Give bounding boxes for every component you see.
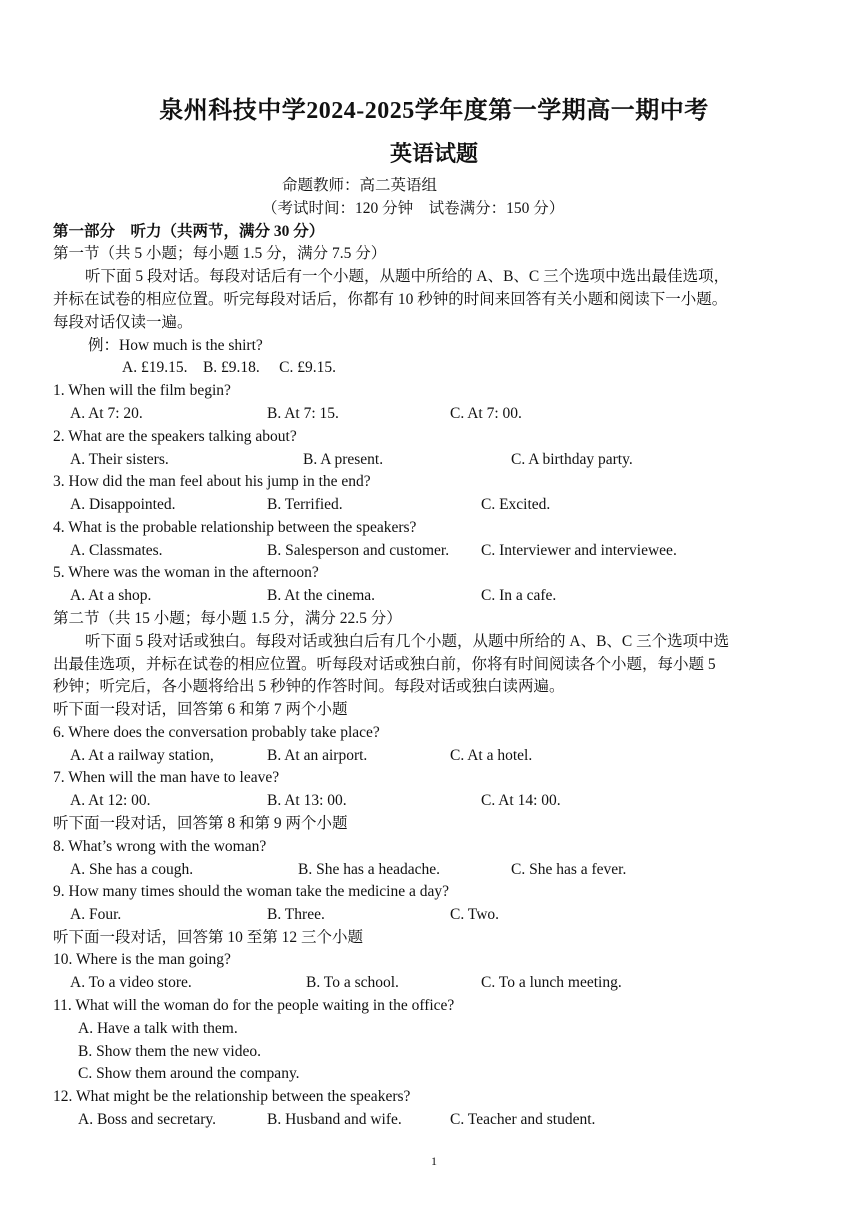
option-b: B. At 13: 00. (267, 792, 347, 809)
question-stem: 3. How did the man feel about his jump in the end? (53, 473, 371, 490)
question-stem: 7. When will the man have to leave? (53, 769, 280, 786)
section1-instruction: 听下面 5 段对话。每段对话后有一个小题，从题中所给的 A、B、C 三个选项中选出最佳选项， (85, 268, 730, 285)
section2-instruction: 听下面 5 段对话或独白。每段对话或独白后有几个小题，从题中所给的 A、B、C 三个选项中选 (85, 633, 730, 650)
exam-title: 泉州科技中学2024-2025学年度第一学期高一期中考 (159, 98, 709, 124)
section2-instruction: 出最佳选项，并标在试卷的相应位置。听每段对话或独白前，你将有时间阅读各个小题，每小题 5 (53, 656, 716, 673)
option-a: A. At 7: 20. (70, 405, 143, 422)
option-b: B. Terrified. (267, 496, 343, 513)
option-a: A. At 12: 00. (70, 792, 151, 809)
option-c: C. A birthday party. (511, 451, 633, 468)
example-options: A. £19.15. B. £9.18. C. £9.15. (122, 359, 336, 376)
dialogue-group-heading: 听下面一段对话，回答第 6 和第 7 两个小题 (53, 701, 348, 718)
question-stem: 10. Where is the man going? (53, 951, 231, 968)
teacher-line: 命题教师：高二英语组 (282, 177, 438, 194)
option-a: A. Classmates. (70, 542, 163, 559)
option-a: A. At a shop. (70, 587, 152, 604)
section1-heading: 第一节（共 5 小题；每小题 1.5 分，满分 7.5 分） (53, 245, 387, 262)
section2-instruction: 秒钟；听完后，各小题将给出 5 秒钟的作答时间。每段对话或独白读两遍。 (53, 678, 565, 695)
question-stem: 5. Where was the woman in the afternoon? (53, 564, 319, 581)
option-c: C. Show them around the company. (78, 1065, 300, 1082)
option-c: C. At 14: 00. (481, 792, 561, 809)
option-a: A. Have a talk with them. (78, 1020, 238, 1037)
option-b: B. Three. (267, 906, 325, 923)
option-c: C. To a lunch meeting. (481, 974, 622, 991)
option-c: C. At 7: 00. (450, 405, 522, 422)
option-c: C. She has a fever. (511, 861, 627, 878)
option-b: B. At the cinema. (267, 587, 376, 604)
option-a: A. Disappointed. (70, 496, 176, 513)
option-c: C. In a cafe. (481, 587, 557, 604)
option-a: A. She has a cough. (70, 861, 194, 878)
option-c: C. Excited. (481, 496, 551, 513)
option-b: B. At 7: 15. (267, 405, 339, 422)
option-b: B. She has a headache. (298, 861, 441, 878)
question-stem: 4. What is the probable relationship between the speakers? (53, 519, 417, 536)
section1-instruction: 每段对话仅读一遍。 (53, 314, 193, 331)
example-question: 例：How much is the shirt? (88, 337, 263, 354)
question-stem: 8. What’s wrong with the woman? (53, 838, 267, 855)
question-stem: 2. What are the speakers talking about? (53, 428, 297, 445)
option-c: C. Teacher and student. (450, 1111, 596, 1128)
dialogue-group-heading: 听下面一段对话，回答第 8 和第 9 两个小题 (53, 815, 348, 832)
option-b: B. Salesperson and customer. (267, 542, 450, 559)
option-b: B. Husband and wife. (267, 1111, 402, 1128)
question-stem: 12. What might be the relationship between the speakers? (53, 1088, 411, 1105)
dialogue-group-heading: 听下面一段对话，回答第 10 至第 12 三个小题 (53, 929, 364, 946)
question-stem: 9. How many times should the woman take the medicine a day? (53, 883, 450, 900)
option-b: B. To a school. (306, 974, 399, 991)
option-b: B. A present. (303, 451, 384, 468)
exam-subtitle: 英语试题 (389, 141, 478, 166)
option-a: A. Four. (70, 906, 122, 923)
option-c: C. Interviewer and interviewee. (481, 542, 677, 559)
option-a: A. Their sisters. (70, 451, 169, 468)
question-stem: 11. What will the woman do for the people waiting in the office? (53, 997, 455, 1014)
section1-instruction: 并标在试卷的相应位置。听完每段对话后，你都有 10 秒钟的时间来回答有关小题和阅读下一小题。 (53, 291, 728, 308)
part1-heading: 第一部分 听力（共两节，满分 30 分） (53, 223, 325, 240)
section2-heading: 第二节（共 15 小题；每小题 1.5 分，满分 22.5 分） (53, 610, 402, 627)
option-c: C. At a hotel. (450, 747, 533, 764)
time-info: （考试时间：120 分钟 试卷满分：150 分） (262, 200, 565, 217)
option-a: A. To a video store. (70, 974, 192, 991)
option-c: C. Two. (450, 906, 500, 923)
option-b: B. At an airport. (267, 747, 368, 764)
question-stem: 6. Where does the conversation probably take place? (53, 724, 380, 741)
option-a: A. At a railway station, (70, 747, 214, 764)
option-b: B. Show them the new video. (78, 1043, 261, 1060)
question-stem: 1. When will the film begin? (53, 382, 231, 399)
option-a: A. Boss and secretary. (78, 1111, 217, 1128)
page-number: 1 (431, 1154, 437, 1168)
